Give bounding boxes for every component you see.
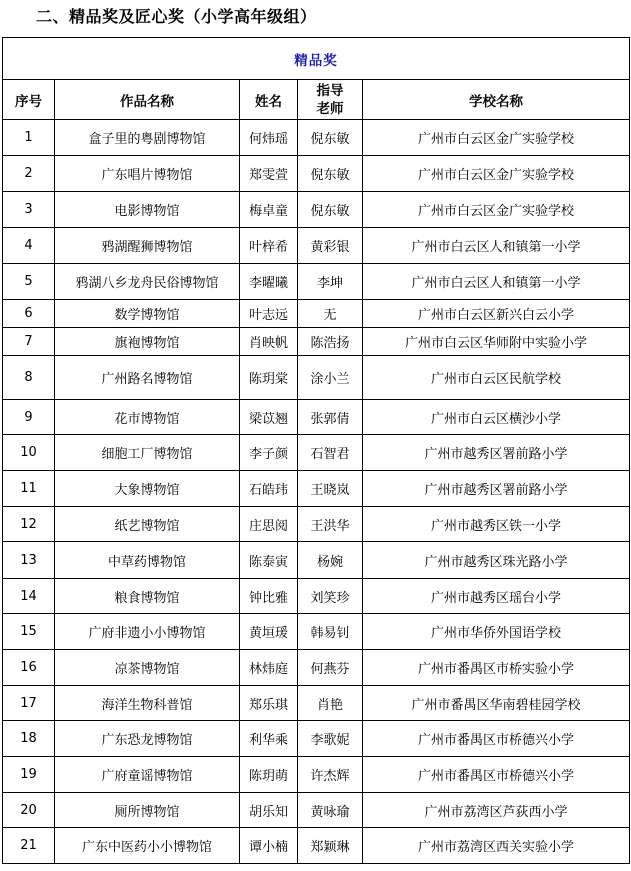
cell-advisor: 倪东敏 — [298, 120, 363, 156]
cell-school: 广州市越秀区署前路小学 — [363, 435, 630, 471]
table-row — [3, 356, 630, 400]
table-row — [3, 328, 630, 356]
header-work: 作品名称 — [55, 80, 240, 120]
cell-name: 肖映帆 — [240, 328, 298, 356]
cell-name: 梁苡翘 — [240, 400, 298, 435]
award-table — [2, 37, 630, 864]
section-title: 二、精品奖及匠心奖（小学高年级组） — [36, 7, 317, 26]
cell-advisor: 倪东敏 — [298, 192, 363, 228]
header-name: 姓名 — [240, 80, 298, 120]
table-row — [3, 757, 630, 793]
cell-work: 厕所博物馆 — [55, 793, 240, 828]
table-row — [3, 579, 630, 614]
cell-work: 旗袍博物馆 — [55, 328, 240, 356]
cell-name: 李曜曦 — [240, 264, 298, 300]
cell-name: 陈玥棠 — [240, 356, 298, 400]
table-row — [3, 542, 630, 579]
cell-index: 14 — [3, 579, 55, 614]
cell-work: 数学博物馆 — [55, 300, 240, 328]
cell-school: 广州市番禺区华南碧桂园学校 — [363, 686, 630, 721]
cell-advisor: 李歌妮 — [298, 721, 363, 757]
cell-work: 大象博物馆 — [55, 471, 240, 507]
cell-name: 黄垣瑗 — [240, 614, 298, 650]
cell-advisor: 涂小兰 — [298, 356, 363, 400]
cell-school: 广州市白云区新兴白云小学 — [363, 300, 630, 328]
cell-school: 广州市越秀区铁一小学 — [363, 507, 630, 542]
table-row — [3, 828, 630, 864]
cell-name: 钟比雅 — [240, 579, 298, 614]
cell-school: 广州市白云区民航学校 — [363, 356, 630, 400]
cell-advisor: 张郭倩 — [298, 400, 363, 435]
cell-index: 10 — [3, 435, 55, 471]
cell-name: 利华乘 — [240, 721, 298, 757]
cell-name: 谭小楠 — [240, 828, 298, 864]
cell-work: 凉茶博物馆 — [55, 650, 240, 686]
caption-row — [3, 38, 630, 80]
cell-advisor: 何燕芬 — [298, 650, 363, 686]
table-row — [3, 300, 630, 328]
cell-work: 广府童谣博物馆 — [55, 757, 240, 793]
table-row — [3, 507, 630, 542]
table-row — [3, 614, 630, 650]
table-row — [3, 686, 630, 721]
cell-advisor: 杨婉 — [298, 542, 363, 579]
table-row — [3, 156, 630, 192]
cell-name: 石皓玮 — [240, 471, 298, 507]
cell-school: 广州市番禺区市桥实验小学 — [363, 650, 630, 686]
cell-work: 花市博物馆 — [55, 400, 240, 435]
header-school: 学校名称 — [363, 80, 630, 120]
cell-index: 20 — [3, 793, 55, 828]
table-row — [3, 228, 630, 264]
cell-advisor: 无 — [298, 300, 363, 328]
cell-work: 广东恐龙博物馆 — [55, 721, 240, 757]
cell-school: 广州市荔湾区西关实验小学 — [363, 828, 630, 864]
cell-work: 粮食博物馆 — [55, 579, 240, 614]
table-caption: 精品奖 — [3, 38, 630, 80]
cell-index: 8 — [3, 356, 55, 400]
cell-advisor: 许杰辉 — [298, 757, 363, 793]
cell-school: 广州市越秀区珠光路小学 — [363, 542, 630, 579]
cell-index: 12 — [3, 507, 55, 542]
header-advisor-line2: 老师 — [316, 100, 344, 117]
table-row — [3, 400, 630, 435]
cell-name: 陈泰寅 — [240, 542, 298, 579]
cell-school: 广州市白云区横沙小学 — [363, 400, 630, 435]
cell-advisor: 郑颖琳 — [298, 828, 363, 864]
cell-work: 细胞工厂博物馆 — [55, 435, 240, 471]
cell-index: 19 — [3, 757, 55, 793]
cell-index: 3 — [3, 192, 55, 228]
table-row — [3, 471, 630, 507]
cell-school: 广州市白云区金广实验学校 — [363, 156, 630, 192]
cell-index: 7 — [3, 328, 55, 356]
cell-work: 海洋生物科普馆 — [55, 686, 240, 721]
cell-name: 庄思阅 — [240, 507, 298, 542]
cell-name: 郑乐琪 — [240, 686, 298, 721]
table-row — [3, 264, 630, 300]
cell-advisor: 黄彩银 — [298, 228, 363, 264]
cell-name: 何炜瑶 — [240, 120, 298, 156]
cell-index: 18 — [3, 721, 55, 757]
cell-name: 林炜庭 — [240, 650, 298, 686]
cell-advisor: 倪东敏 — [298, 156, 363, 192]
cell-school: 广州市白云区人和镇第一小学 — [363, 228, 630, 264]
cell-index: 16 — [3, 650, 55, 686]
cell-name: 李子颜 — [240, 435, 298, 471]
cell-work: 广州路名博物馆 — [55, 356, 240, 400]
cell-name: 梅卓童 — [240, 192, 298, 228]
table-body — [3, 120, 630, 864]
cell-index: 21 — [3, 828, 55, 864]
cell-index: 5 — [3, 264, 55, 300]
header-advisor — [298, 80, 363, 120]
table-row — [3, 120, 630, 156]
header-index: 序号 — [3, 80, 55, 120]
cell-index: 17 — [3, 686, 55, 721]
cell-name: 叶梓希 — [240, 228, 298, 264]
cell-index: 11 — [3, 471, 55, 507]
cell-index: 13 — [3, 542, 55, 579]
cell-advisor: 肖艳 — [298, 686, 363, 721]
cell-name: 叶志远 — [240, 300, 298, 328]
cell-work: 中草药博物馆 — [55, 542, 240, 579]
cell-school: 广州市白云区金广实验学校 — [363, 192, 630, 228]
cell-school: 广州市越秀区瑶台小学 — [363, 579, 630, 614]
cell-school: 广州市白云区人和镇第一小学 — [363, 264, 630, 300]
cell-advisor: 石智君 — [298, 435, 363, 471]
cell-school: 广州市白云区华师附中实验小学 — [363, 328, 630, 356]
cell-advisor: 陈浩扬 — [298, 328, 363, 356]
cell-advisor: 韩易钊 — [298, 614, 363, 650]
cell-work: 广府非遗小小博物馆 — [55, 614, 240, 650]
cell-school: 广州市华侨外国语学校 — [363, 614, 630, 650]
cell-index: 2 — [3, 156, 55, 192]
cell-index: 6 — [3, 300, 55, 328]
cell-school: 广州市白云区金广实验学校 — [363, 120, 630, 156]
cell-index: 1 — [3, 120, 55, 156]
cell-school: 广州市番禺区市桥德兴小学 — [363, 721, 630, 757]
cell-name: 郑雯萱 — [240, 156, 298, 192]
table-row — [3, 435, 630, 471]
cell-work: 广东中医药小小博物馆 — [55, 828, 240, 864]
table-row — [3, 192, 630, 228]
cell-work: 广东唱片博物馆 — [55, 156, 240, 192]
cell-name: 陈玥萌 — [240, 757, 298, 793]
cell-school: 广州市荔湾区芦荻西小学 — [363, 793, 630, 828]
header-advisor-line1: 指导 — [316, 82, 344, 99]
cell-index: 15 — [3, 614, 55, 650]
cell-work: 电影博物馆 — [55, 192, 240, 228]
cell-work: 鸦湖醒狮博物馆 — [55, 228, 240, 264]
table-row — [3, 721, 630, 757]
cell-index: 9 — [3, 400, 55, 435]
table-row — [3, 650, 630, 686]
cell-advisor: 李坤 — [298, 264, 363, 300]
table-row — [3, 793, 630, 828]
header-row — [3, 80, 630, 120]
cell-school: 广州市番禺区市桥德兴小学 — [363, 757, 630, 793]
cell-work: 盒子里的粤剧博物馆 — [55, 120, 240, 156]
cell-advisor: 刘笑珍 — [298, 579, 363, 614]
cell-work: 鸦湖八乡龙舟民俗博物馆 — [55, 264, 240, 300]
cell-school: 广州市越秀区署前路小学 — [363, 471, 630, 507]
cell-advisor: 王洪华 — [298, 507, 363, 542]
cell-advisor: 黄咏瑜 — [298, 793, 363, 828]
cell-name: 胡乐知 — [240, 793, 298, 828]
cell-work: 纸艺博物馆 — [55, 507, 240, 542]
cell-advisor: 王晓岚 — [298, 471, 363, 507]
cell-index: 4 — [3, 228, 55, 264]
